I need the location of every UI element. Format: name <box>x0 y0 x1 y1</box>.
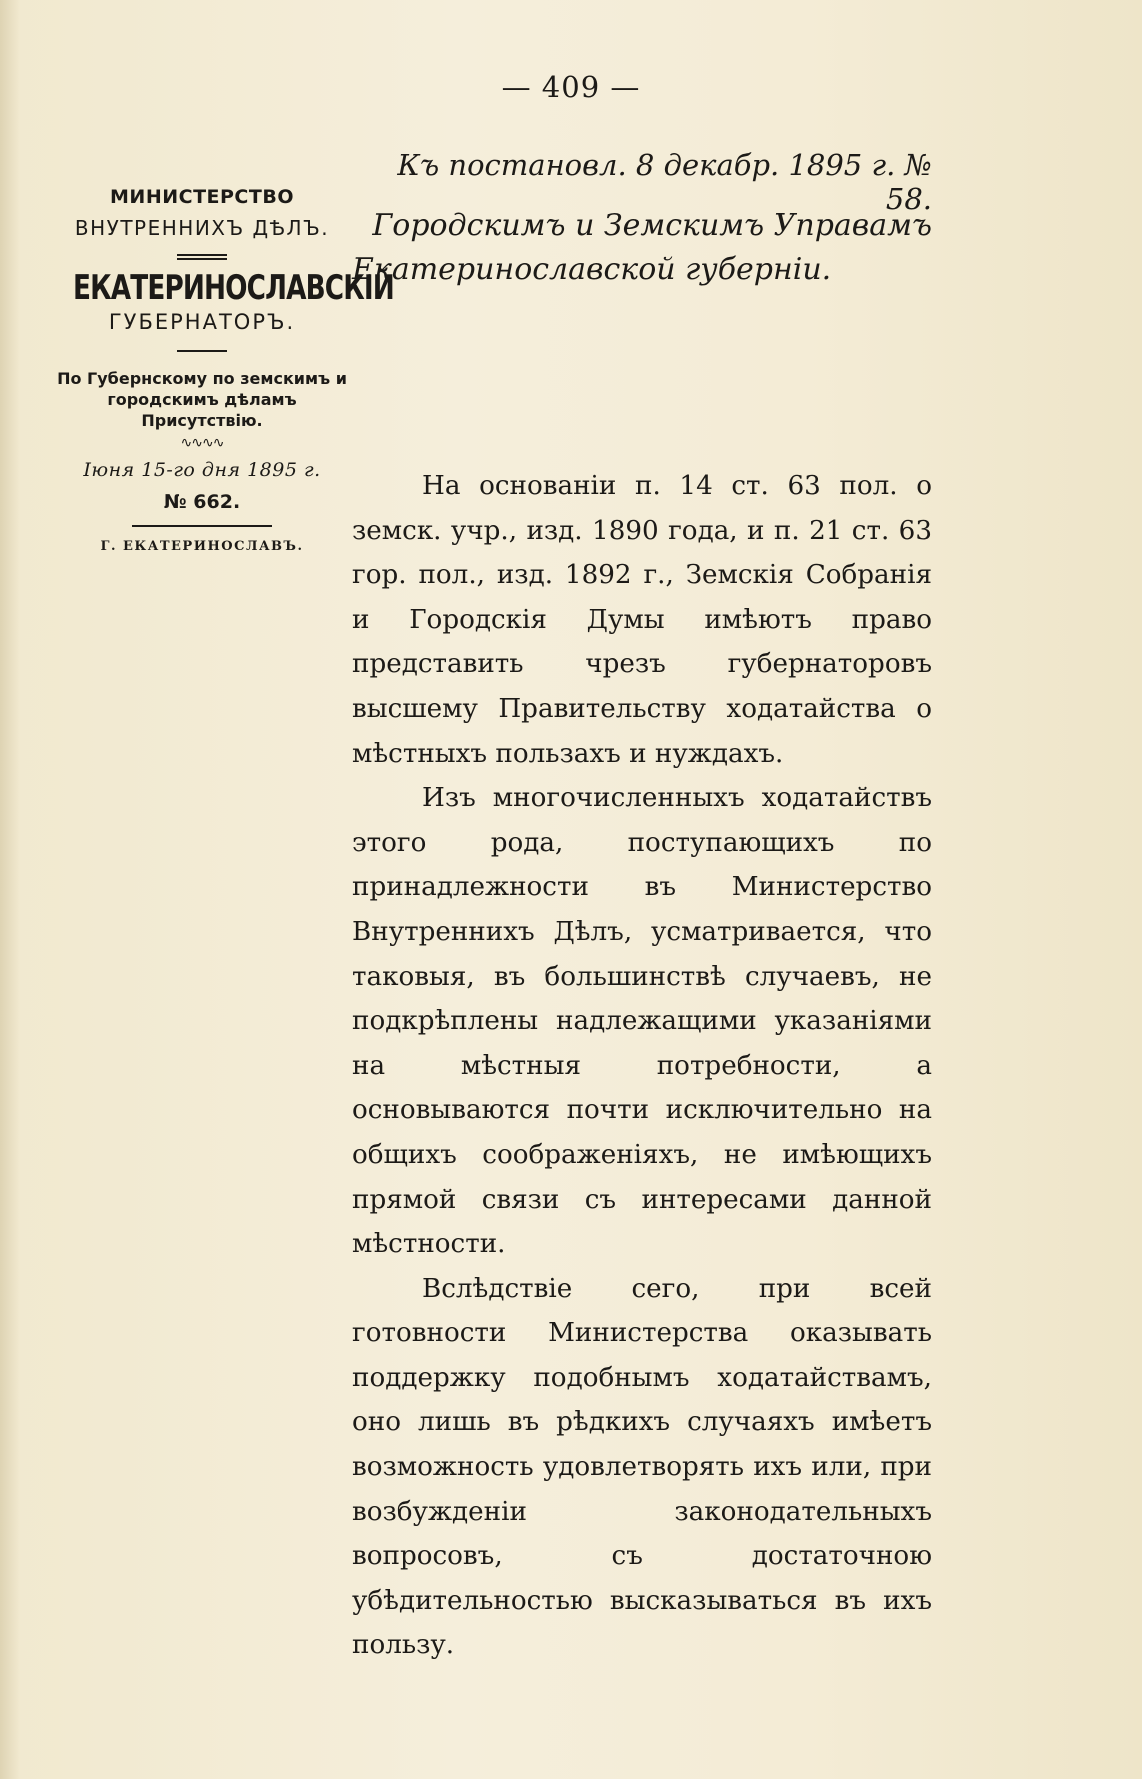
addressee-line-1: Городскимъ и Земскимъ Управамъ <box>372 208 932 243</box>
divider-long <box>132 525 272 527</box>
ministry-title: МИНИСТЕРСТВО <box>110 186 294 208</box>
ministry-subtitle: ВНУТРЕННИХЪ ДѢЛЪ. <box>74 216 330 240</box>
governor-subtitle: ГУБЕРНАТОРЪ. <box>108 310 296 334</box>
divider <box>177 350 227 352</box>
page-edge-shadow <box>0 0 20 1779</box>
resolution-reference: Къ постановл. 8 декабр. 1895 г. № 58. <box>397 148 932 216</box>
sidebar-letterhead <box>52 186 394 554</box>
addressee-line-2: Екатеринославской губерніи. <box>352 252 832 287</box>
document-date: Іюня 15-го дня 1895 г. <box>83 459 321 481</box>
governor-title: ЕКАТЕРИНОСЛАВСКІЙ <box>73 268 394 308</box>
page-number: — 409 — <box>501 70 641 104</box>
double-divider <box>177 254 227 260</box>
paragraph: На основаніи п. 14 ст. 63 пол. о земск. учр., изд. 1890 года, и п. 21 ст. 63 гор. пол., изд. 1892 г., Земскія Собранія и Городскія Думы имѣютъ право представить чрезъ губернаторовъ высшему Правительству ходатайства о мѣстныхъ пользахъ и нуждахъ. <box>352 471 932 769</box>
document-number: № 662. <box>163 491 241 513</box>
city-name: Г. ЕКАТЕРИНОСЛАВЪ. <box>100 539 304 554</box>
ornament-divider: ∿∿∿∿ <box>180 435 224 451</box>
office-name: По Губернскому по земскимъ и городскимъ дѣламъ Присутствію. <box>57 369 347 430</box>
letter-body <box>352 464 932 1668</box>
paragraph: Вслѣдствіе сего, при всей готовности Министерства оказывать поддержку подобнымъ ходатайствамъ, оно лишь въ рѣдкихъ случаяхъ имѣетъ возможность удовлетворять ихъ или, при возбужденіи законодательныхъ вопросовъ, съ достаточною убѣдительностью высказываться въ ихъ пользу. <box>352 1273 932 1661</box>
paragraph: Изъ многочисленныхъ ходатайствъ этого рода, поступающихъ по принадлежности въ Министерство Внутреннихъ Дѣлъ, усматривается, что таковыя, въ большинствѣ случаевъ, не подкрѣплены надлежащими указаніями на мѣстныя потребности, а основываются почти исключительно на общихъ соображеніяхъ, не имѣющихъ прямой связи съ интересами данной мѣстности. <box>352 783 932 1260</box>
